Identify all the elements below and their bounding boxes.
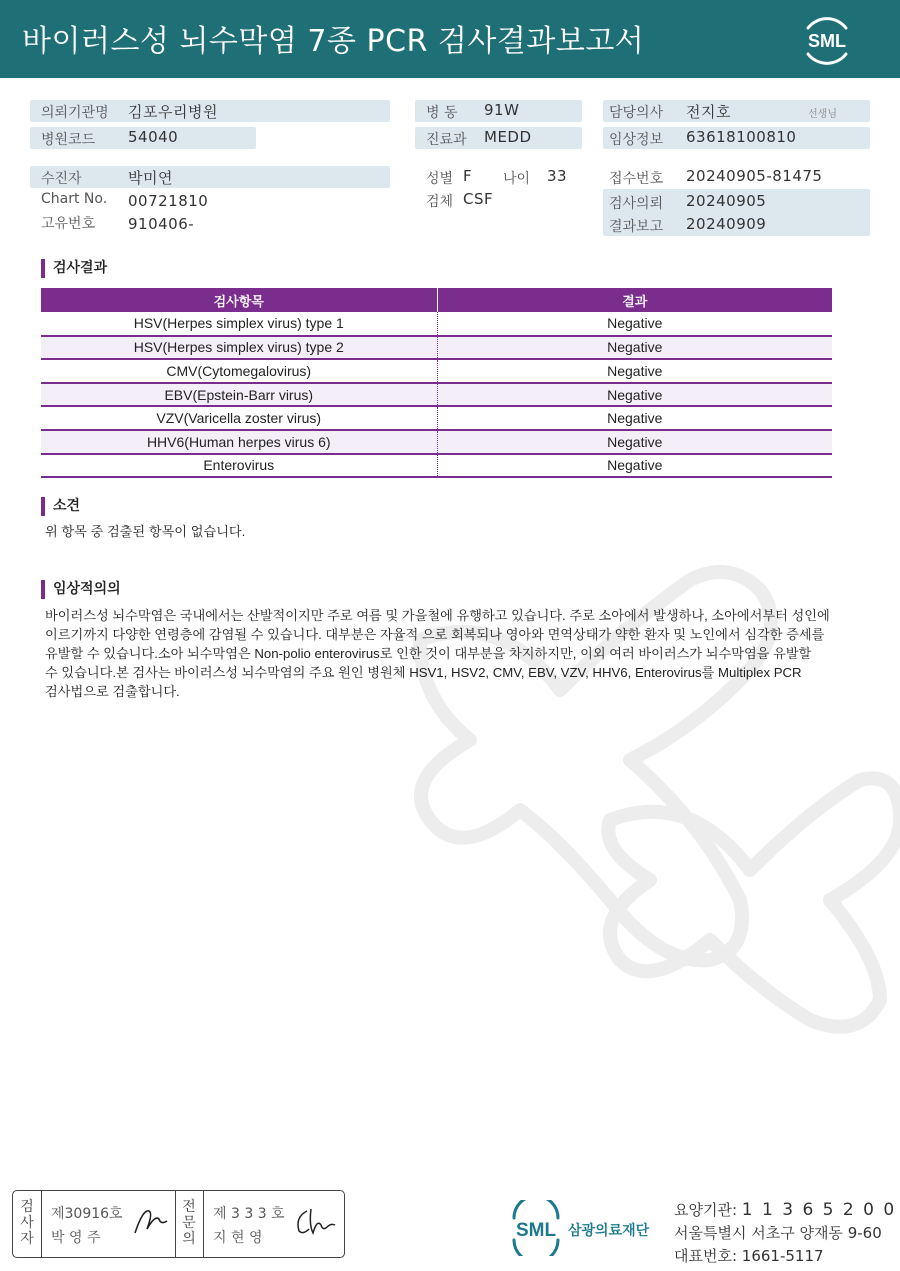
table-row [41, 359, 832, 383]
care-number: 1 1 3 6 5 2 0 0 [741, 1200, 897, 1220]
test-item: HHV6(Human herpes virus 6) [41, 430, 437, 454]
results-table [41, 288, 832, 478]
foundation-logo-icon [510, 1200, 665, 1256]
chart-value: 00721810 [128, 192, 209, 210]
test-item: Enterovirus [41, 454, 437, 478]
sex-label: 성별 [426, 171, 454, 187]
specimen-value: CSF [463, 190, 494, 208]
care-institution [674, 1199, 896, 1220]
clinical-value: 63618100810 [686, 128, 797, 146]
specialist-signature-icon [293, 1205, 337, 1239]
id-value: 910406- [128, 215, 195, 233]
examiner-signature-icon [131, 1205, 171, 1239]
test-result: Negative [437, 336, 832, 360]
ward-value: 91W [484, 101, 520, 119]
report-title: 바이러스성 뇌수막염 7종 PCR 검사결과보고서 [22, 24, 645, 59]
test-result: Negative [437, 359, 832, 383]
receipt-value: 20240905-81475 [686, 167, 823, 185]
id-label: 고유번호 [41, 216, 96, 232]
table-row [41, 430, 832, 454]
sml-logo-text: SML [808, 31, 846, 51]
test-result: Negative [437, 383, 832, 407]
chart-label: Chart No. [41, 191, 108, 207]
findings-section-title: 소견 [41, 497, 80, 516]
signature-box [12, 1190, 345, 1258]
doctor-value: 전지호 [686, 103, 731, 121]
findings-text: 위 항목 중 검출된 항목이 없습니다. [45, 524, 246, 539]
phone [674, 1245, 824, 1266]
col-header-result: 결과 [437, 288, 832, 312]
examiner-name: 박 영 주 [51, 1230, 101, 1246]
clinical-line: 유발할 수 있습니다.소아 뇌수막염은 Non-polio enterovirus로 인한 것이 대부분을 차지하지만, 이외 여러 바이러스가 뇌수막염을 유발할 [45, 646, 812, 661]
clinical-label: 임상정보 [609, 132, 664, 148]
report-value: 20240909 [686, 215, 767, 233]
specialist-label: 전 문 의 [182, 1199, 196, 1247]
ward-label: 병 동 [426, 105, 458, 121]
test-result: Negative [437, 430, 832, 454]
request-label: 검사의뢰 [609, 196, 664, 212]
report-header [0, 0, 900, 78]
receipt-label: 접수번호 [609, 171, 664, 187]
divider [175, 1191, 176, 1257]
phone-label: 대표번호: [674, 1247, 742, 1265]
hospital-code-value: 54040 [128, 128, 179, 146]
examiner-number: 제30916호 [51, 1206, 123, 1222]
dept-label: 진료과 [426, 132, 467, 148]
test-item: EBV(Epstein-Barr virus) [41, 383, 437, 407]
watermark-cross-icon [360, 520, 900, 1040]
test-result: Negative [437, 406, 832, 430]
divider [41, 1191, 42, 1257]
clinical-line: 검사법으로 검출합니다. [45, 684, 180, 699]
results-section-title: 검사결과 [41, 259, 107, 278]
table-row [41, 454, 832, 478]
table-row [41, 383, 832, 407]
col-header-item: 검사항목 [41, 288, 437, 312]
phone-number: 1661-5117 [741, 1247, 824, 1265]
sml-logo-icon [800, 12, 854, 66]
test-result: Negative [437, 454, 832, 478]
test-item: HSV(Herpes simplex virus) type 1 [41, 312, 437, 336]
divider [203, 1191, 204, 1257]
test-result: Negative [437, 312, 832, 336]
clinical-line: 바이러스성 뇌수막염은 국내에서는 산발적이지만 주로 여름 및 가을철에 유행하고 있습니다. 주로 소아에서 발생하나, 소아에서부터 성인에 [45, 608, 830, 623]
clinical-line: 이르기까지 다양한 연령층에 감염될 수 있습니다. 대부분은 자율적 으로 회복되나 영아와 면역상태가 약한 환자 및 노인에서 심각한 증세를 [45, 627, 825, 642]
institution-label: 의뢰기관명 [41, 105, 109, 121]
patient-bar [30, 166, 390, 188]
institution-value: 김포우리병원 [128, 103, 218, 121]
table-row [41, 336, 832, 360]
report-label: 결과보고 [609, 219, 664, 235]
test-item: VZV(Varicella zoster virus) [41, 406, 437, 430]
clinical-section-title: 임상적의의 [41, 580, 121, 599]
clinical-text [45, 606, 835, 701]
table-row [41, 312, 832, 336]
care-label: 요양기관: [674, 1201, 742, 1219]
test-item: CMV(Cytomegalovirus) [41, 359, 437, 383]
doctor-suffix: 선생님 [808, 109, 837, 120]
foundation-name: 삼광의료재단 [568, 1223, 650, 1239]
age-label: 나이 [503, 171, 531, 187]
request-value: 20240905 [686, 192, 767, 210]
specimen-label: 검체 [426, 194, 454, 210]
hospital-code-label: 병원코드 [41, 132, 96, 148]
specialist-name: 지 현 영 [213, 1230, 263, 1246]
address: 서울특별시 서초구 양재동 9-60 [674, 1224, 882, 1242]
doctor-label: 담당의사 [609, 105, 664, 121]
patient-value: 박미연 [128, 169, 173, 187]
patient-label: 수진자 [41, 171, 82, 187]
examiner-label: 검 사 자 [20, 1199, 34, 1247]
clinical-line: 수 있습니다.본 검사는 바이러스성 뇌수막염의 주요 원인 병원체 HSV1, HSV2, CMV, EBV, VZV, HHV6, Enterovirus를 Multiplex PCR [45, 665, 802, 680]
specialist-number: 제 3 3 3 호 [213, 1206, 285, 1222]
footer-logo-text: SML [515, 1220, 557, 1241]
sex-value: F [463, 167, 473, 185]
table-row [41, 406, 832, 430]
dept-value: MEDD [484, 128, 532, 146]
test-item: HSV(Herpes simplex virus) type 2 [41, 336, 437, 360]
age-value: 33 [547, 167, 568, 185]
